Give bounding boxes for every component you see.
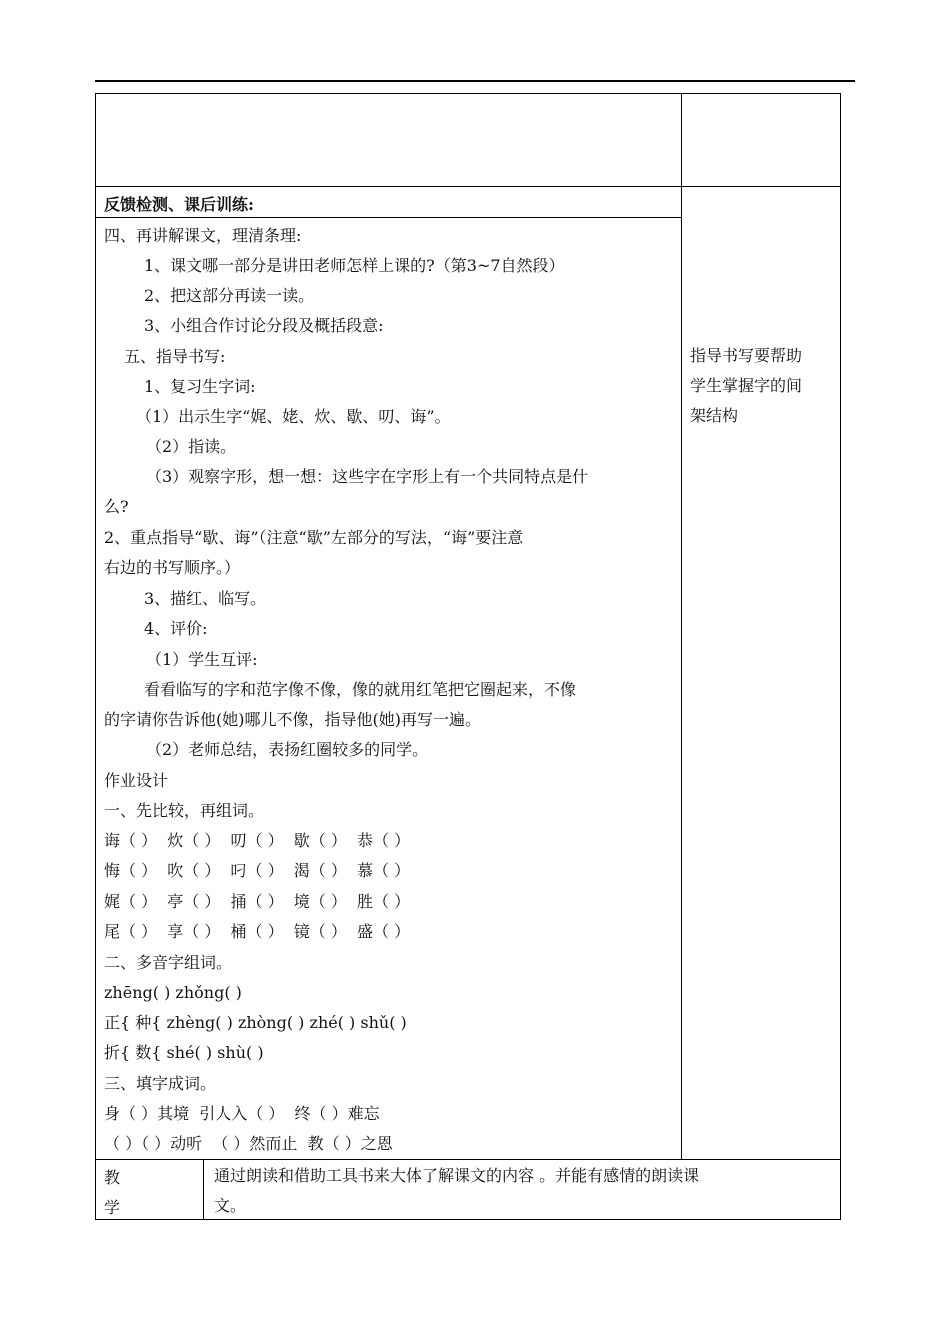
content-line: 悔（ ） 吹（ ） 叼（ ） 渴（ ） 慕（ ） [104,861,411,880]
content-line: 3、描红、临写。 [144,589,267,608]
bottom-label-line: 教 [104,1168,121,1187]
section-heading: 反馈检测、课后训练: [104,195,254,214]
content-line: 看看临写的字和范字像不像，像的就用红笔把它圈起来，不像 [144,680,577,699]
content-line: 一、先比较，再组词。 [104,801,265,820]
content-line: （2）指读。 [146,437,237,456]
content-line: （1）出示生字“娓、姥、炊、歇、叨、诲”。 [136,407,451,426]
content-line: 的字请你告诉他(她)哪儿不像，指导他(她)再写一遍。 [104,710,481,729]
right-column-divider [681,93,682,1159]
content-line: （3）观察字形，想一想：这些字在字形上有一个共同特点是什 [146,467,589,486]
content-line: （ ）（ ）动听 （ ）然而止 教（ ）之恩 [104,1134,393,1153]
content-line: （1）学生互评: [146,650,258,669]
content-line: 1、复习生字词: [144,377,256,396]
side-note-line: 指导书写要帮助 [690,346,803,365]
content-line: 身（ ）其境 引人入（ ） 终（ ）难忘 [104,1104,380,1123]
content-line: 三、填字成词。 [104,1074,217,1093]
row-divider-top [95,186,841,187]
content-line: 么? [104,497,129,516]
content-line: 2、重点指导“歇、诲”（注意“歇”左部分的写法，“诲”要注意 [104,528,524,547]
content-line: 尾（ ） 享（ ） 桶（ ） 镜（ ） 盛（ ） [104,922,411,941]
content-line: 作业设计 [104,771,169,790]
content-line: 2、把这部分再读一读。 [144,286,315,305]
content-line: 折{ 数{ shé( ) shù( ) [104,1043,264,1062]
row-divider-bottom [95,1159,841,1160]
content-line: 1、课文哪一部分是讲田老师怎样上课的?（第3~7自然段） [144,256,565,275]
content-line: 3、小组合作讨论分段及概括段意: [144,316,384,335]
content-line: 4、评价: [144,619,208,638]
content-line: 四、再讲解课文，理清条理: [104,226,302,245]
content-line: zhēng( ) zhǒng( ) [104,983,242,1002]
bottom-text-line: 文。 [214,1196,247,1215]
bottom-label-line: 学 [104,1198,121,1217]
row-divider-heading [95,217,681,218]
content-line: （2）老师总结，表扬红圈较多的同学。 [146,740,429,759]
side-note-line: 架结构 [690,406,739,425]
bottom-text-line: 通过朗读和借助工具书来大体了解课文的内容 。并能有感情的朗读课 [214,1166,700,1185]
bottom-label-divider [203,1159,204,1220]
page-top-rule [95,80,855,82]
content-line: 右边的书写顺序。） [104,558,241,577]
content-line: 诲（ ） 炊（ ） 叨（ ） 歇（ ） 恭（ ） [104,831,411,850]
content-line: 五、指导书写: [124,347,226,366]
side-note-line: 学生掌握字的间 [690,376,803,395]
content-line: 二、多音字组词。 [104,953,233,972]
content-line: 正{ 种{ zhèng( ) zhòng( ) zhé( ) shǔ( ) [104,1013,407,1032]
content-line: 娓（ ） 亭（ ） 捅（ ） 境（ ） 胜（ ） [104,892,411,911]
